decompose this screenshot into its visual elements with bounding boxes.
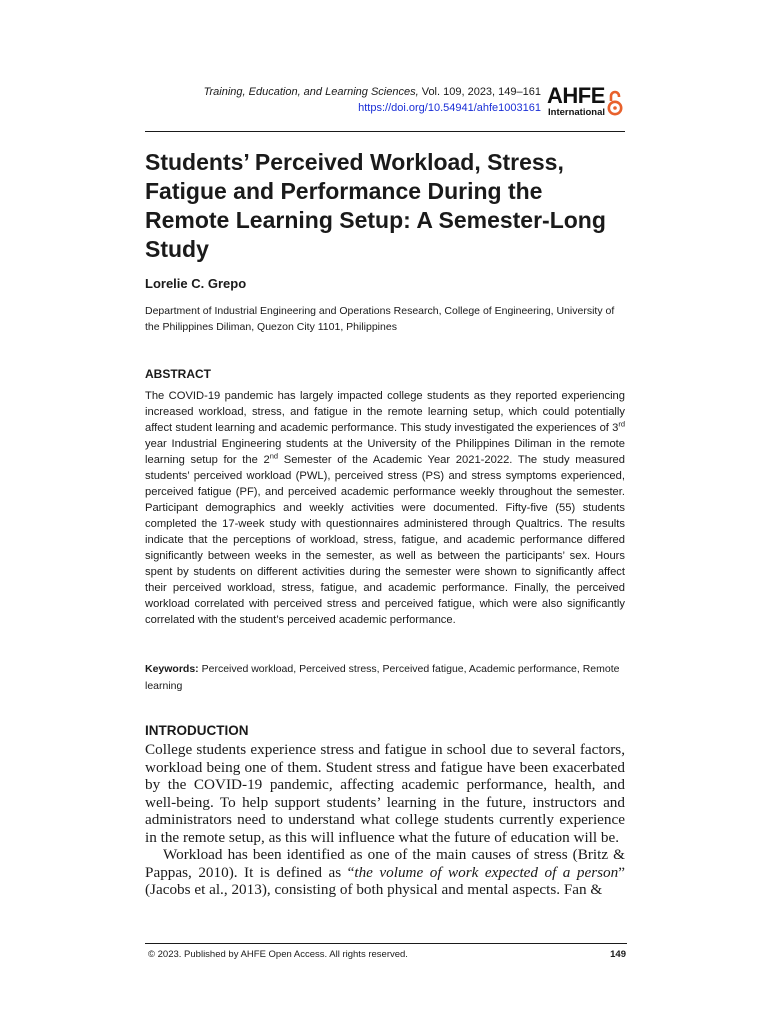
abstract-heading: ABSTRACT <box>145 367 211 381</box>
article-title: Students’ Perceived Workload, Stress, Fatigue and Performance During the Remote Learning Setup: A Semester-Long Study <box>145 149 606 262</box>
page-header <box>145 84 625 124</box>
introduction-body <box>145 741 625 899</box>
introduction-heading: INTRODUCTION <box>145 723 249 738</box>
header-divider <box>145 131 625 132</box>
intro-para2-quote: the volume of work expected of a person <box>354 863 619 881</box>
keywords <box>145 661 625 695</box>
introduction-paragraph-2 <box>145 846 625 899</box>
keywords-text: Perceived workload, Perceived stress, Perceived fatigue, Academic performance, Remote learning <box>145 663 620 692</box>
abstract-text-3: Semester of the Academic Year 2021-2022. The study measured students’ perceived workload (PWL), perceived stress (PS) and stress symptoms experienced, perceived fatigue (PF), and perceived academic performance weekly throughout the semester. Participant demographics and weekly activities were documented. Fifty-five (55) students completed the 17-week study with questionnaires administered through Qualtrics. The results indicate that the perceptions of workload, stress, fatigue, and academic performance differed significantly between weeks in the semester, as well as between the participants’ sex. Hours spent by students on different activities during the semester were shown to significantly affect their perceived workload, stress, fatigue, and academic performance. Finally, the perceived workload correlated with perceived stress and perceived fatigue, which were also significantly correlated with the student’s perceived academic performance. <box>145 454 625 626</box>
abstract-text-2: year Industrial Engineering students at the University of the Philippines Diliman in the remote learning setup for the 2 <box>145 438 625 466</box>
intro-para2-start: Workload has been identified as one of the main causes of stress (Britz & Pappas, 2010). It is defined as “ <box>145 846 625 881</box>
abstract-text-1: The COVID-19 pandemic has largely impacted college students as they reported experiencing increased workload, stress, and fatigue in the remote learning setup, which could potentially affect student learning and academic performance. This study investigated the experiences of 3 <box>145 390 625 434</box>
doi-link[interactable]: https://doi.org/10.54941/ahfe1003161 <box>358 102 541 114</box>
introduction-paragraph-1: College students experience stress and fatigue in school due to several factors, workload being one of them. Student stress and fatigue have been exacerbated by the COVID-19 pandemic, affecting academic performance, health, and well-being. To help support students’ learning in the future, instructors and administrators need to understand what college students currently experience in the remote setup, as this will influence what the future of education will be. <box>145 741 625 846</box>
logo-main-text: AHFE <box>547 83 605 108</box>
ahfe-logo <box>547 84 625 120</box>
footer-divider <box>145 943 627 944</box>
logo-sub-text: International <box>548 107 606 118</box>
author-name: Lorelie C. Grepo <box>145 276 247 291</box>
footer-copyright: © 2023. Published by AHFE Open Access. All rights reserved. <box>148 949 408 960</box>
keywords-label: Keywords: <box>145 663 199 675</box>
journal-citation <box>204 86 541 98</box>
abstract-sup-2: nd <box>269 451 279 461</box>
author-affiliation: Department of Industrial Engineering and Operations Research, College of Engineering, University of the Philippines Diliman, Quezon City 1101, Philippines <box>145 305 615 333</box>
journal-name: Training, Education, and Learning Sciences, <box>203 86 419 98</box>
abstract-body <box>145 388 625 628</box>
abstract-sup-1: rd <box>618 419 625 429</box>
open-access-lock-icon <box>607 88 623 118</box>
intro-para2-end: ” (Jacobs et al., 2013), consisting of both physical and mental aspects. Fan & <box>145 863 625 898</box>
page-number: 149 <box>610 949 626 960</box>
journal-details: Vol. 109, 2023, 149–161 <box>418 86 541 98</box>
